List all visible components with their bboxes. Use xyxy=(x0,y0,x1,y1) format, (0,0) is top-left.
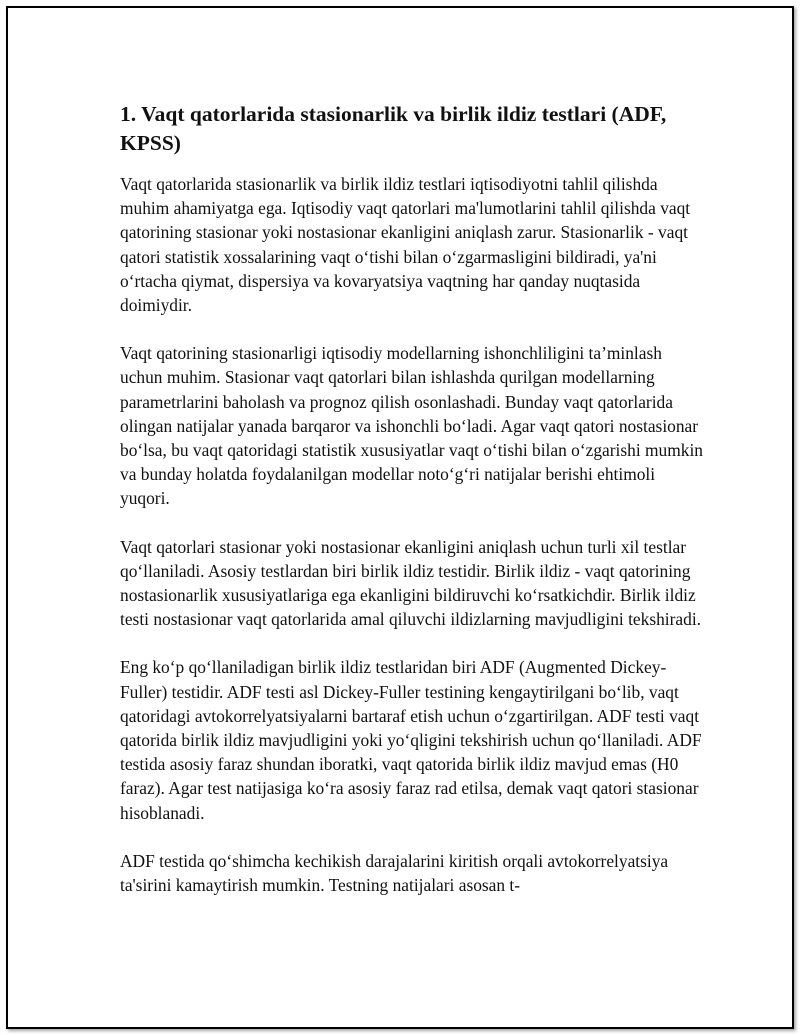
paragraph-adf-lags: ADF testida qo‘shimcha kechikish darajalarini kiritish orqali avtokorrelyatsiya ta'sirini kamaytirish mumkin. Testning natijalari asosan t- xyxy=(120,850,669,896)
paragraph-stationarity-intro: Vaqt qatorlarida stasionarlik va birlik ildiz testlari iqtisodiyotni tahlil qilishda muhim ahamiyatga ega. Iqtisodiy vaqt qatorlari ma'lumotlarini tahlil qilishda vaqt qatorining stasionar yoki nostasionar ekanligini aniqlash zarur. Stasionarlik - vaqt qatori statistik xossalarining vaqt o‘tishi bilan o‘zgarmasligini bildiradi, ya'ni o‘rtacha qiymat, dispersiya va kovaryatsiya vaqtning har qanday nuqtasida doimiydir. xyxy=(120,174,691,316)
document-body xyxy=(120,100,706,921)
paragraph-stationarity-importance: Vaqt qatorining stasionarligi iqtisodiy modellarning ishonchliligini ta’minlash uchun muhim. Stasionar vaqt qatorlari bilan ishlashda qurilgan modellarning parametrlarini baholash va prognoz qilish osonlashadi. Bunday vaqt qatorlarida olingan natijalar yanada barqaror va ishonchli bo‘ladi. Agar vaqt qatori nostasionar bo‘lsa, bu vaqt qatoridagi statistik xususiyatlar vaqt o‘tishi bilan o‘zgarishi mumkin va bunday holatda foydalanilgan modellar noto‘g‘ri natijalar berishi ehtimoli yuqori. xyxy=(120,343,703,509)
section-heading: 1. Vaqt qatorlarida stasionarlik va birlik ildiz testlari (ADF, KPSS) xyxy=(120,102,667,155)
paragraph-adf-test: Eng ko‘p qo‘llaniladigan birlik ildiz testlaridan biri ADF (Augmented Dickey-Fuller) testidir. ADF testi asl Dickey-Fuller testining kengaytirilgani bo‘lib, vaqt qatoridagi avtokorrelyatsiyalarni bartaraf etish uchun o‘zgartirilgan. ADF testi vaqt qatorida birlik ildiz mavjudligini yoki yo‘qligini tekshirish uchun qo‘llaniladi. ADF testida asosiy faraz shundan iboratki, vaqt qatorida birlik ildiz mavjud emas (H0 faraz). Agar test natijasiga ko‘ra asosiy faraz rad etilsa, demak vaqt qatori stasionar hisoblanadi. xyxy=(120,657,702,823)
document-page xyxy=(6,6,794,1029)
paragraph-unit-root-tests: Vaqt qatorlari stasionar yoki nostasionar ekanligini aniqlash uchun turli xil testlar qo‘llaniladi. Asosiy testlardan biri birlik ildiz testidir. Birlik ildiz - vaqt qatorining nostasionarlik xususiyatlariga ega ekanligini bildiruvchi ko‘rsatkichdir. Birlik ildiz testi nostasionar vaqt qatorlarida amal qiluvchi ildizlarning mavjudligini tekshiradi. xyxy=(120,536,701,630)
